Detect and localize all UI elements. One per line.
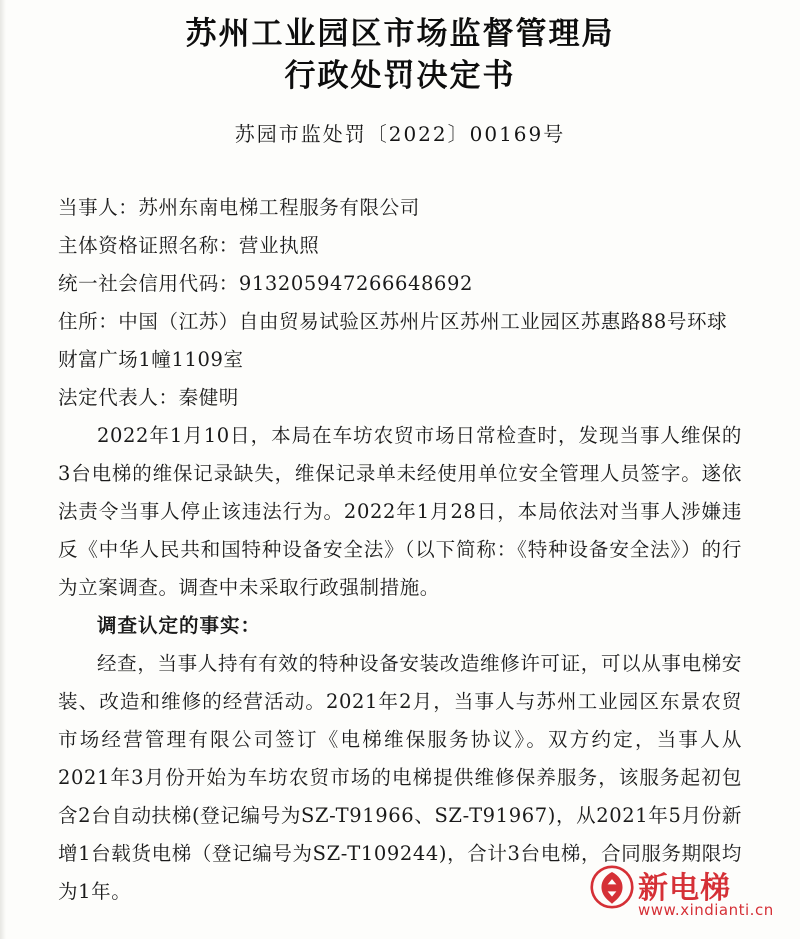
title-line-1: 苏州工业园区市场监督管理局	[185, 16, 615, 52]
page-title	[58, 14, 742, 98]
watermark-brand: 新电梯	[638, 871, 731, 906]
party-line-address: 住所：中国（江苏）自由贸易试验区苏州片区苏州工业园区苏惠路88号环球财富广场1幢1109室	[58, 309, 728, 371]
party-info-block	[58, 189, 742, 417]
party-line-legal-rep: 法定代表人：秦健明	[58, 385, 239, 409]
document-body	[58, 189, 742, 911]
party-line-name: 当事人：苏州东南电梯工程服务有限公司	[58, 195, 420, 219]
title-line-2: 行政处罚决定书	[284, 57, 516, 94]
section-heading-facts: 调查认定的事实：	[97, 613, 262, 637]
party-line-credit-code: 统一社会信用代码：913205947266648692	[58, 271, 474, 295]
document-number: 苏园市监处罚〔2022〕00169号	[234, 121, 566, 146]
paragraph-investigated-facts: 经查，当事人持有有效的特种设备安装改造维修许可证，可以从事电梯安装、改造和维修的经营活动。2021年2月，当事人与苏州工业园区东景农贸市场经营管理有限公司签订《电梯维保服务协议》。双方约定，当事人从2021年3月份开始为车坊农贸市场的电梯提供维修保养服务，该服务起初包含2台自动扶梯(登记编号为SZ-T91966、SZ-T91967)，从2021年5月份新增1台载货电梯（登记编号为SZ-T109244)，合计3台电梯，合同服务期限均为1年。	[58, 651, 742, 903]
party-line-license-name: 主体资格证照名称：营业执照	[58, 233, 320, 257]
page-edge-shadow	[0, 0, 6, 939]
paragraph-case-origin: 2022年1月10日，本局在车坊农贸市场日常检查时，发现当事人维保的3台电梯的维保记录缺失，维保记录单未经使用单位安全管理人员签字。遂依法责令当事人停止该违法行为。2022年1月28日，本局依法对当事人涉嫌违反《中华人民共和国特种设备安全法》（以下简称：《特种设备安全法》）的行为立案调查。调查中未采取行政强制措施。	[58, 423, 742, 599]
watermark-url: www.xindianti.cn	[638, 901, 774, 919]
